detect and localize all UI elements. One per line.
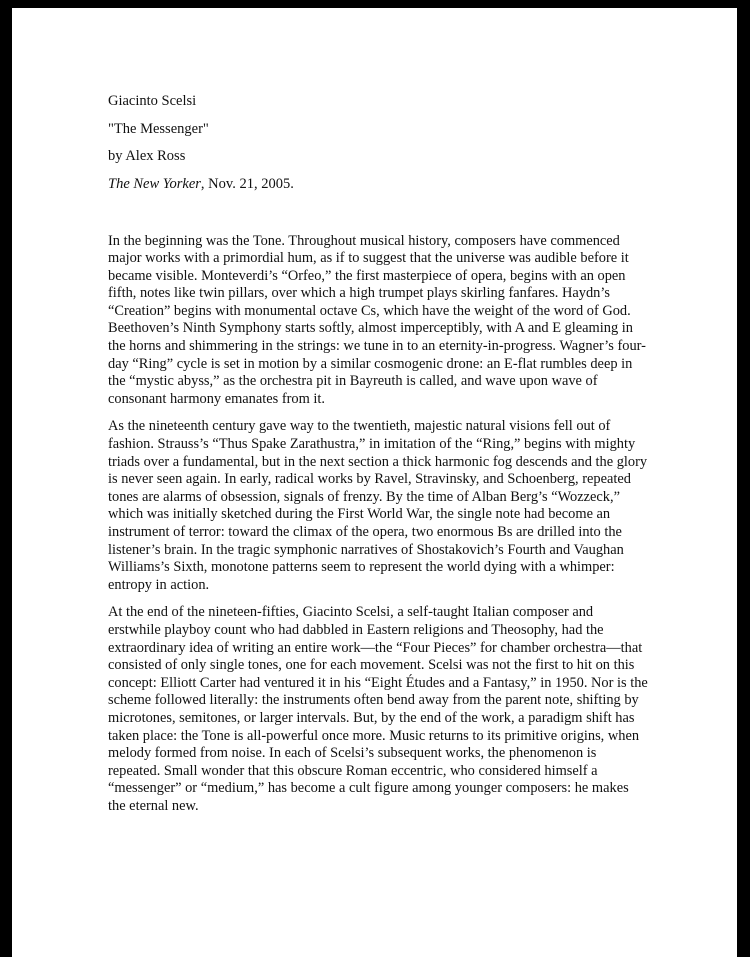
article-title: "The Messenger" <box>108 120 209 137</box>
paragraph-3: At the end of the nineteen-fifties, Giacinto Scelsi, a self-taught Italian composer and erstwhile playboy count who had dabbled in Eastern religions and Theosophy, had the extraordinary idea of writing an entire work—the “Four Pieces” for chamber orchestra—that consisted of only single tones, one for each movement. Scelsi was not the first to hit on this concept: Elliott Carter had ventured it in his “Eight Études and a Fantasy,” in 1950. Nor is the scheme followed literally: the instruments often bend away from the parent note, shifting by microtones, semitones, or larger intervals. But, by the end of the work, a paradigm shift has taken place: the Tone is all-powerful once more. Music returns to its primitive origins, when melody formed from noise. In each of Scelsi’s subsequent works, the phenomenon is repeated. Small wonder that this obscure Roman eccentric, who considered himself a “messenger” or “medium,” has become a cult figure among younger composers: he makes the eternal new. <box>108 604 648 814</box>
publication-line <box>108 175 648 194</box>
document-page <box>12 8 737 957</box>
article-content <box>108 92 648 826</box>
publication-name: The New Yorker <box>108 175 201 192</box>
publication-date: , Nov. 21, 2005. <box>200 175 294 192</box>
paragraph-1: In the beginning was the Tone. Throughout musical history, composers have commenced major works with a primordial hum, as if to suggest that the universe was audible before it became visible. Monteverdi’s “Orfeo,” the first masterpiece of opera, begins with an open fifth, notes like twin pillars, over which a high trumpet plays skirling fanfares. Haydn’s “Creation” begins with monumental octave Cs, which have the weight of the word of God. Beethoven’s Ninth Symphony starts softly, almost imperceptibly, with A and E gleaming in the horns and shimmering in the strings: we tune in to an eternity-in-progress. Wagner’s four-day “Ring” cycle is set in motion by a similar cosmogenic drone: an E-flat rumbles deep in the “mystic abyss,” as the orchestra pit in Bayreuth is called, and wave upon wave of consonant harmony emanates from it. <box>108 232 646 407</box>
paragraph-2: As the nineteenth century gave way to the twentieth, majestic natural visions fell out of fashion. Strauss’s “Thus Spake Zarathustra,” in imitation of the “Ring,” begins with mighty triads over a fundamental, but in the next section a thick harmonic fog descends and the glory is never seen again. In early, radical works by Ravel, Stravinsky, and Schoenberg, repeated tones are alarms of obsession, signals of frenzy. By the time of Alban Berg’s “Wozzeck,” which was initially sketched during the First World War, the single note had become an instrument of terror: toward the climax of the opera, two enormous Bs are drilled into the listener’s brain. In the tragic symphonic narratives of Shostakovich’s Fourth and Vaughan Williams’s Sixth, monotone patterns seem to represent the world dying with a whimper: entropy in action. <box>108 418 648 593</box>
byline: by Alex Ross <box>108 148 186 164</box>
article-body <box>108 233 648 816</box>
composer-name: Giacinto Scelsi <box>108 93 197 109</box>
